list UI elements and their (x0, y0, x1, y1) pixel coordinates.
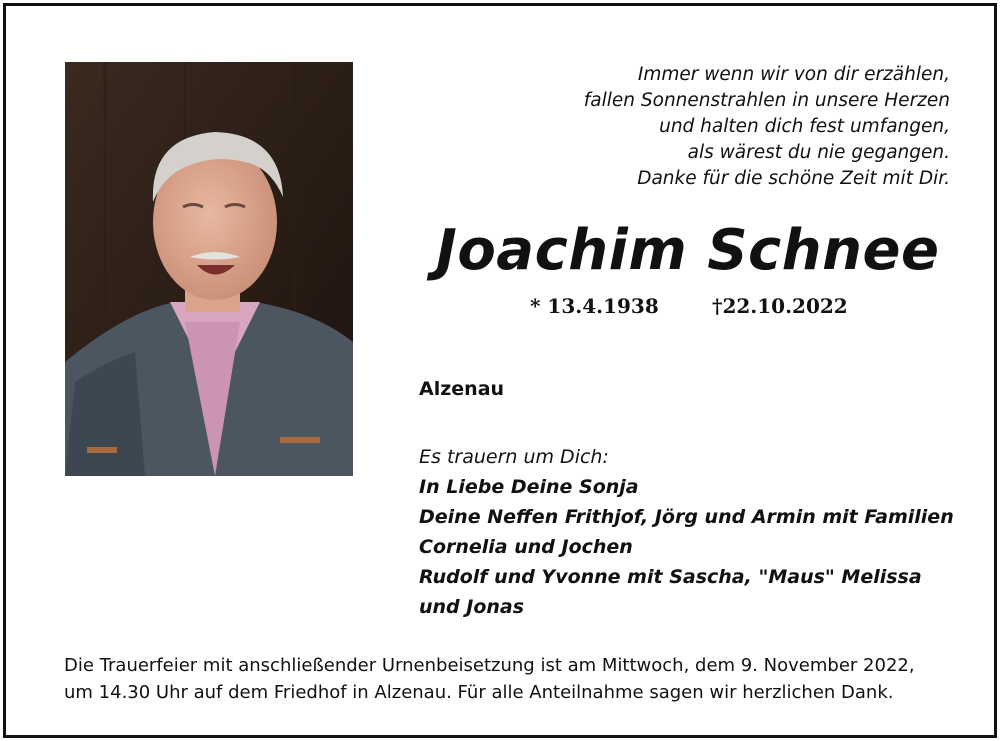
mourner-line: In Liebe Deine Sonja (419, 476, 639, 498)
mourner-line: Cornelia und Jochen (419, 536, 633, 558)
mourner-line: Deine Neffen Frithjof, Jörg und Armin mit Familien (419, 506, 954, 528)
birth-date: * 13.4.1938 (530, 294, 659, 318)
verse-line: fallen Sonnenstrahlen in unsere Herzen (583, 90, 950, 111)
funeral-notice (64, 652, 964, 706)
verse-line: als wärest du nie gegangen. (687, 142, 950, 163)
mourner-line: Rudolf und Yvonne mit Sascha, "Maus" Melissa (419, 566, 922, 588)
town: Alzenau (419, 378, 505, 400)
notice-line: um 14.30 Uhr auf dem Friedhof in Alzenau. Für alle Anteilnahme sagen wir herzlichen Dank. (64, 682, 894, 703)
obituary-card (3, 3, 997, 738)
notice-line: Die Trauerfeier mit anschließender Urnenbeisetzung ist am Mittwoch, dem 9. November 2022, (64, 655, 915, 676)
death-date: †22.10.2022 (712, 294, 848, 318)
mourners-intro: Es trauern um Dich: (419, 446, 609, 468)
verse (430, 62, 950, 192)
portrait-photo (65, 62, 353, 476)
mourner-line: und Jonas (419, 596, 525, 618)
verse-line: und halten dich fest umfangen, (659, 116, 950, 137)
deceased-name: Joachim Schnee (436, 218, 940, 283)
verse-line: Immer wenn wir von dir erzählen, (637, 64, 950, 85)
mourners-block (419, 442, 979, 622)
verse-line: Danke für die schöne Zeit mit Dir. (637, 168, 950, 189)
